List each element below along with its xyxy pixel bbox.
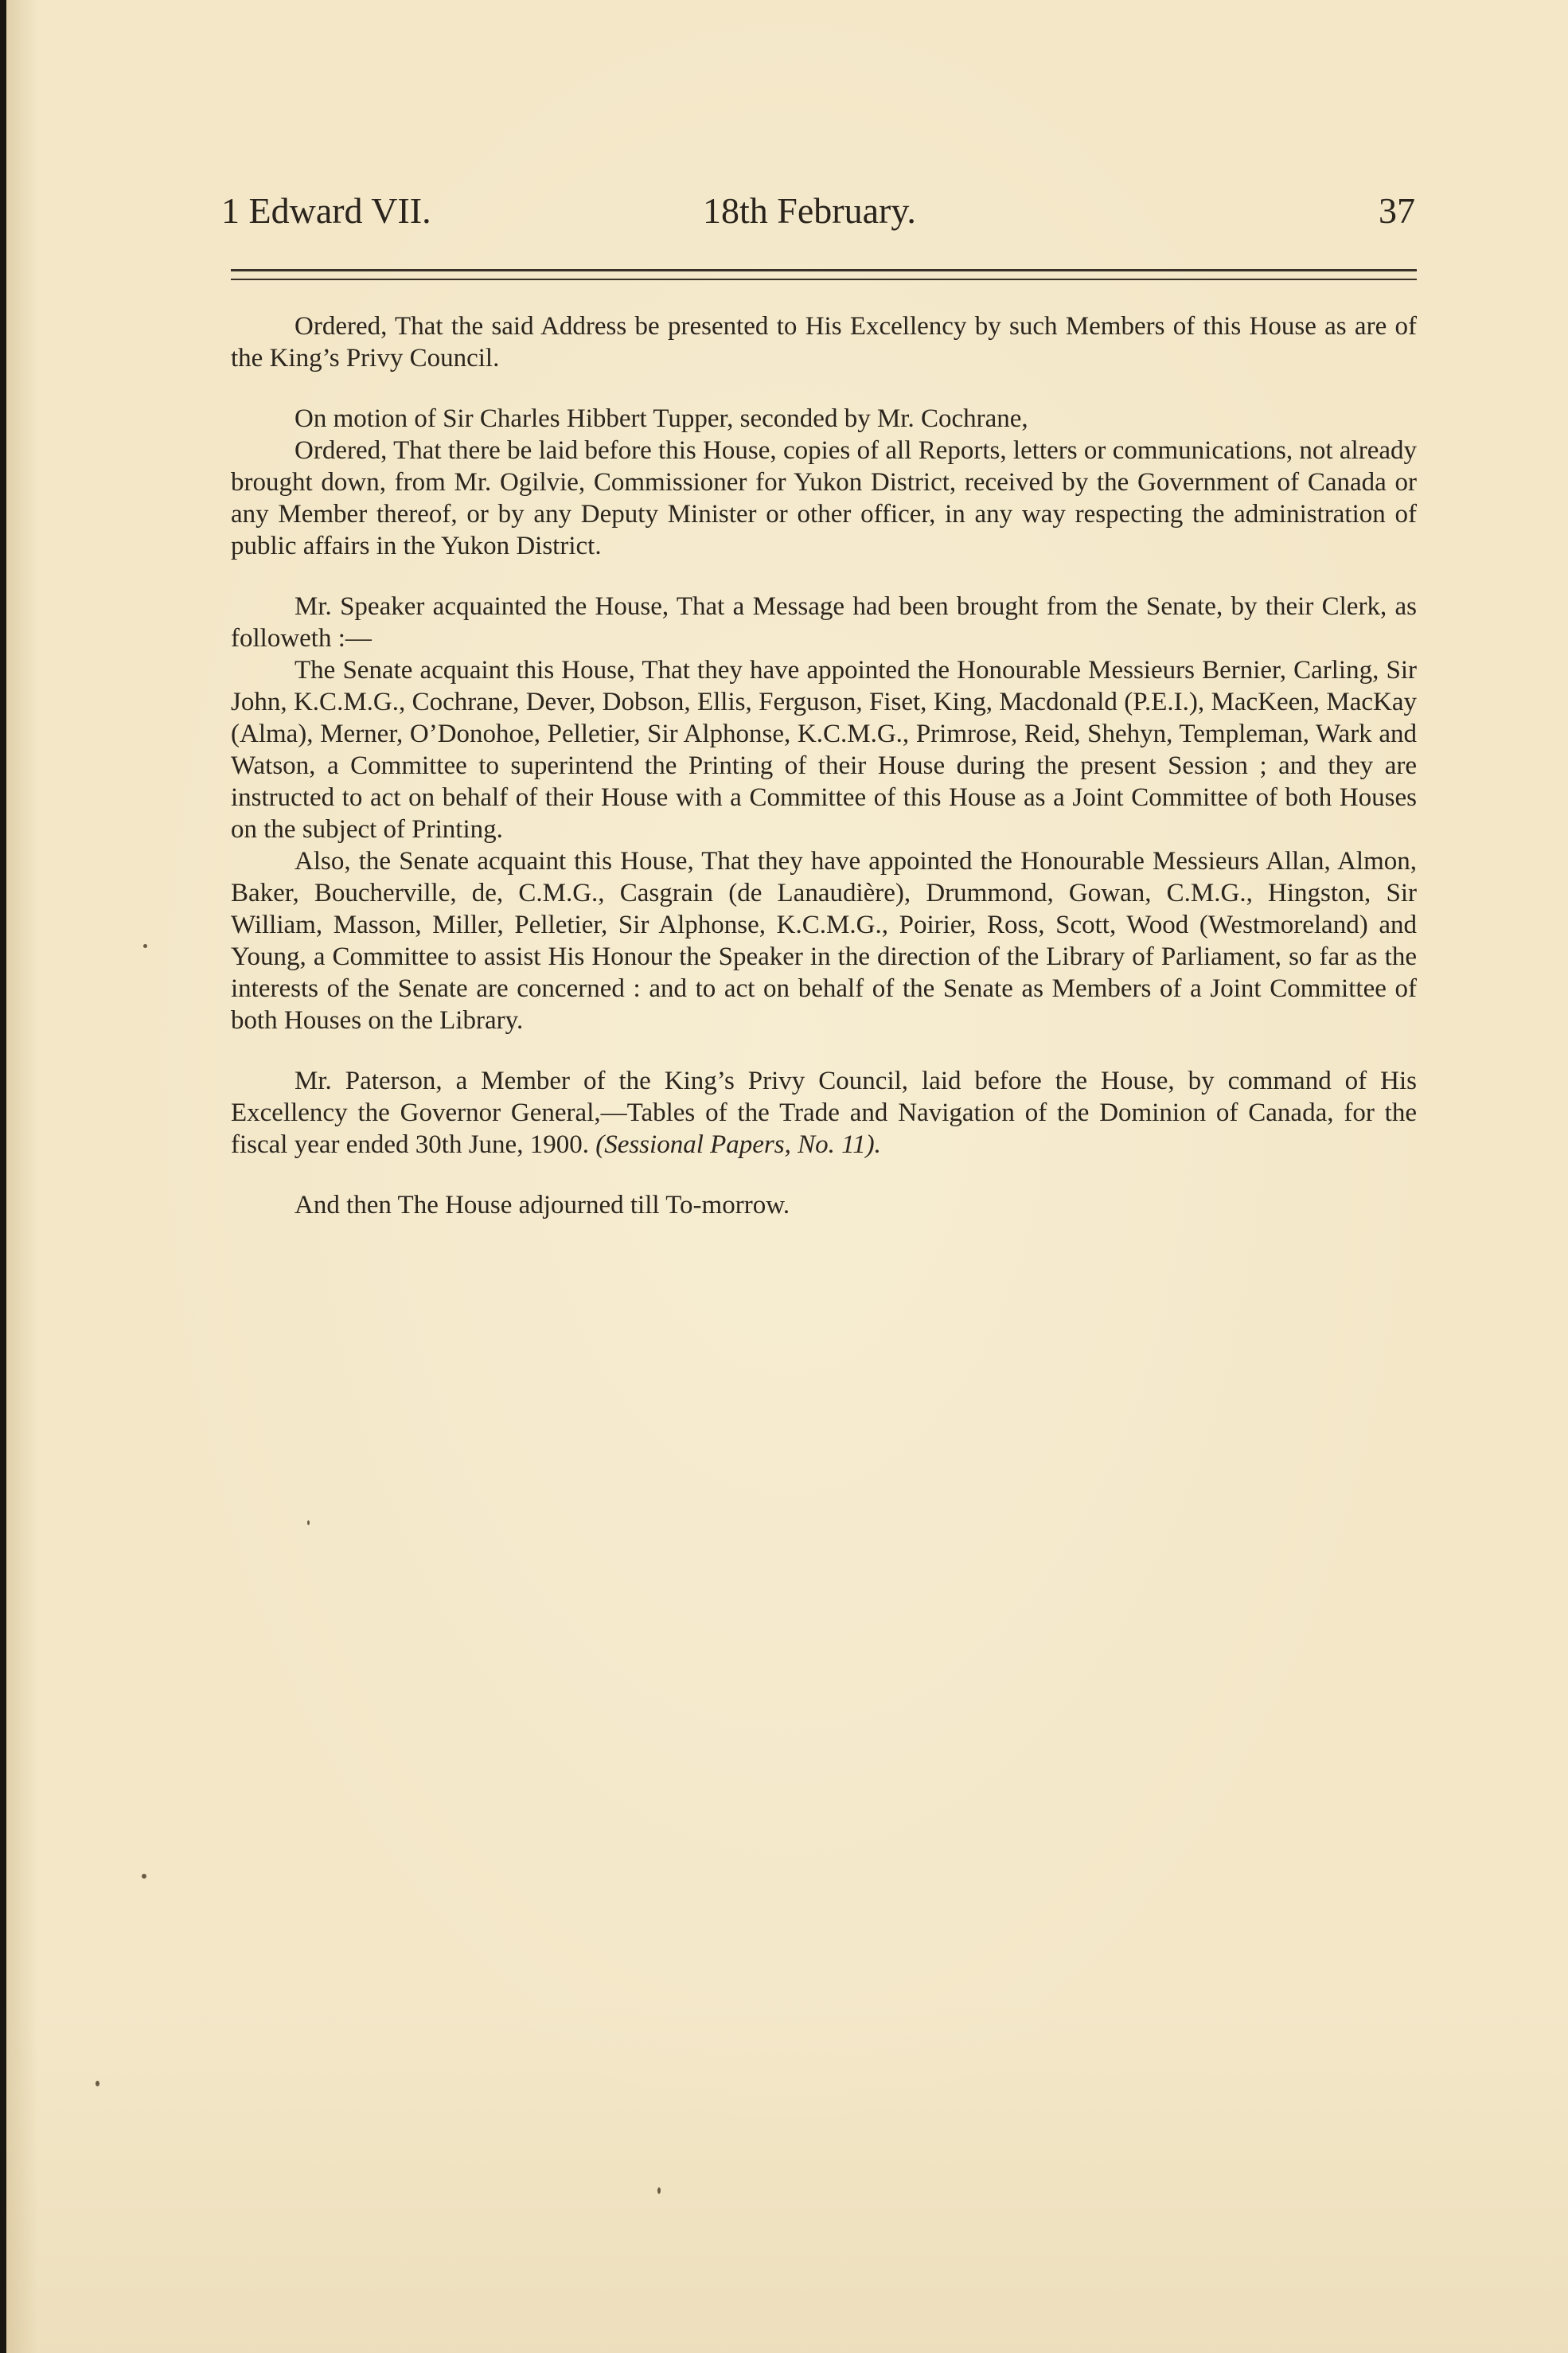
trade-tables-text: Mr. Paterson, a Member of the King’s Privy Council, laid before the House, by command of His Excellency the Governor General,—Tables of the Trade and Navigation of the Dominion of Canada, for the fiscal year ended 30th June, 1900.	[231, 1067, 1417, 1159]
document-page	[6, 0, 1568, 2353]
paragraph-address-order: Ordered, That the said Address be presented to His Excellency by such Members of this House as are of the King’s Privy Council.	[231, 312, 1417, 373]
paragraph-printing-committee: The Senate acquaint this House, That they have appointed the Honourable Messieurs Bernier, Carling, Sir John, K.C.M.G., Cochrane, Dever, Dobson, Ellis, Ferguson, Fiset, King, Macdonald (P.E.I.), MacKeen, MacKay (Alma), Merner, O’Donohoe, Pelletier, Sir Alphonse, K.C.M.G., Primrose, Reid, Shehyn, Templeman, Wark and Watson, a Committee to superintend the Printing of their House during the present Session ; and they are instructed to act on behalf of their House with a Committee of this House as a Joint Committee of both Houses on the subject of Printing.	[231, 656, 1417, 844]
header-rule-top	[231, 269, 1417, 271]
header-rule-bottom	[231, 279, 1417, 280]
header-regnal-year: 1 Edward VII.	[221, 190, 431, 231]
page-header	[221, 189, 1415, 245]
paragraph-library-committee: Also, the Senate acquaint this House, That they have appointed the Honourable Messieurs Allan, Almon, Baker, Boucherville, de, C.M.G., Casgrain (de Lanaudière), Drummond, Gowan, C.M.G., Hingston, Sir William, Masson, Miller, Pelletier, Sir Alphonse, K.C.M.G., Poirier, Ross, Scott, Wood (Westmoreland) and Young, a Committee to assist His Honour the Speaker in the direction of the Library of Parliament, so far as the interests of the Senate are concerned : and to act on behalf of the Senate as Members of a Joint Committee of both Houses on the Library.	[231, 847, 1417, 1035]
journal-body	[231, 310, 1417, 1221]
paper-speck	[657, 2187, 661, 2194]
paragraph-yukon-order: Ordered, That there be laid before this House, copies of all Reports, letters or communications, not already brought down, from Mr. Ogilvie, Commissioner for Yukon District, received by the Government of Canada or any Member thereof, or by any Deputy Minister or other officer, in any way respecting the administration of public affairs in the Yukon District.	[231, 436, 1417, 560]
header-date: 18th February.	[703, 190, 916, 231]
paper-speck	[142, 1874, 146, 1879]
page-number: 37	[1379, 190, 1415, 231]
paragraph-trade-tables	[231, 1065, 1417, 1161]
paper-speck	[96, 2081, 99, 2086]
paragraph-senate-message: Mr. Speaker acquainted the House, That a Message had been brought from the Senate, by their Clerk, as followeth :—	[231, 592, 1417, 653]
paper-speck	[307, 1520, 310, 1525]
paragraph-motion: On motion of Sir Charles Hibbert Tupper, seconded by Mr. Cochrane,	[294, 404, 1028, 433]
sessional-papers-reference: (Sessional Papers, No. 11).	[595, 1130, 881, 1159]
paper-speck	[143, 944, 147, 948]
paragraph-adjournment: And then The House adjourned till To-morrow.	[294, 1191, 790, 1219]
